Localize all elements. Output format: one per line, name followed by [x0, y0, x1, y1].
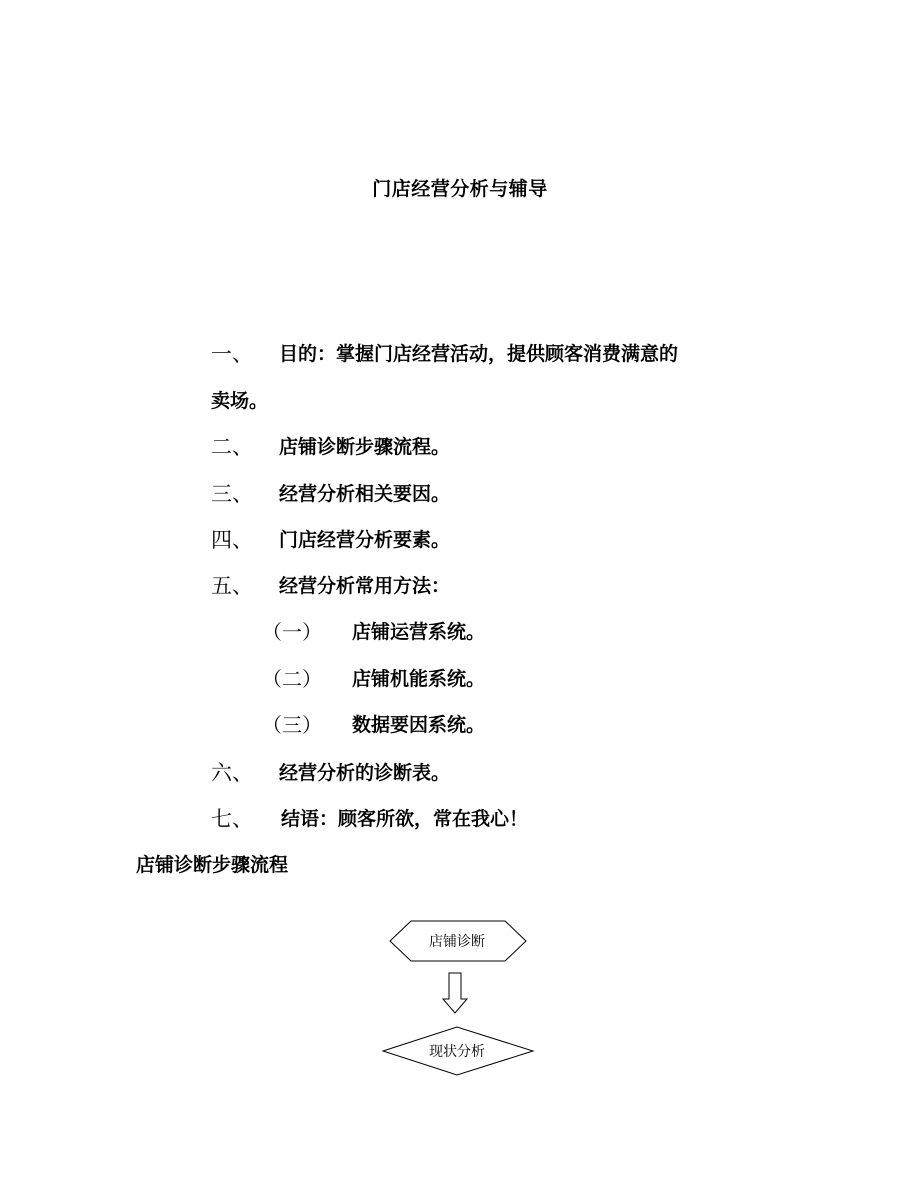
section-heading: 店铺诊断步骤流程 [136, 854, 289, 876]
flow-node-label: 现状分析 [429, 1044, 485, 1060]
outline-text: 店铺诊断步骤流程。 [279, 436, 451, 458]
outline-text-continuation: 卖场。 [211, 390, 269, 412]
outline-text: 店铺机能系统。 [352, 668, 486, 690]
outline-number: （一） [262, 620, 322, 644]
outline-text: 经营分析相关要因。 [279, 483, 451, 505]
outline-text: 数据要因系统。 [352, 714, 486, 736]
outline-number: 三、 [211, 482, 253, 506]
outline-text: 经营分析常用方法： [279, 575, 451, 597]
outline-text: 经营分析的诊断表。 [279, 762, 451, 784]
page-title: 门店经营分析与辅导 [372, 178, 548, 200]
flow-node-hexagon [390, 921, 526, 961]
outline-text: 目的：掌握门店经营活动，提供顾客消费满意的 [279, 343, 679, 365]
outline-number: 六、 [211, 761, 253, 785]
outline-text: 结语：顾客所欲，常在我心！ [281, 808, 529, 830]
outline-text: 门店经营分析要素。 [279, 529, 451, 551]
outline-number: （三） [262, 713, 322, 737]
flow-node-diamond [383, 1027, 533, 1075]
outline-number: 四、 [211, 528, 253, 552]
outline-text: 店铺运营系统。 [352, 621, 486, 643]
outline-number: 一、 [211, 342, 253, 366]
down-arrow-icon [443, 973, 467, 1013]
outline-number: 二、 [211, 435, 253, 459]
flow-node-label: 店铺诊断 [429, 934, 485, 950]
outline-number: 五、 [211, 574, 253, 598]
outline-number: 七、 [211, 807, 253, 831]
outline-number: （二） [262, 667, 322, 691]
